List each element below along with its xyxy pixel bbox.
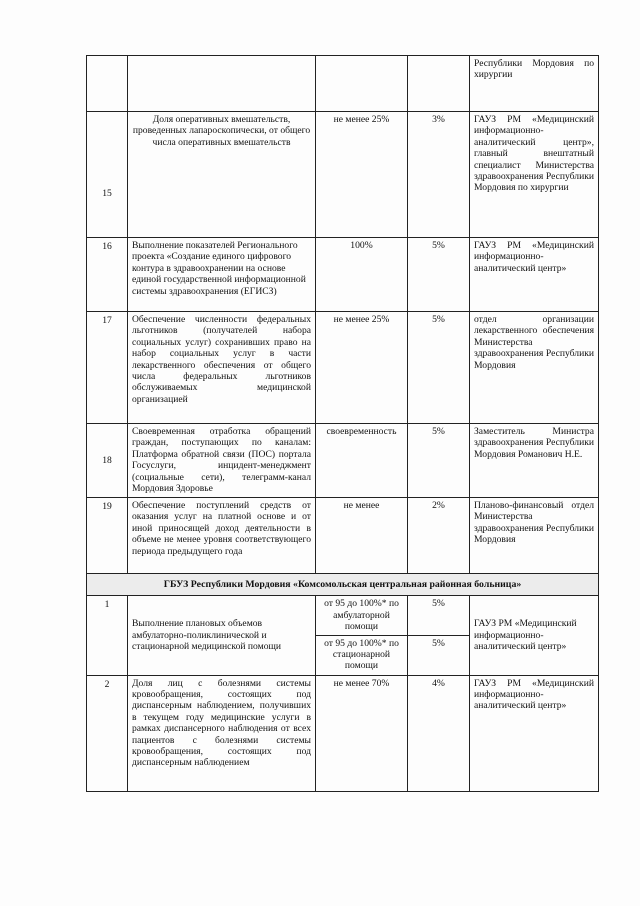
target-value: не менее <box>316 498 408 574</box>
target-value: 100% <box>316 238 408 312</box>
row-number: 15 <box>87 112 128 238</box>
target-value: не менее 25% <box>316 112 408 238</box>
responsible: ГАУЗ РМ «Медицинский информационно-аналитический центр» <box>470 238 599 312</box>
weight-percent: 3% <box>408 112 470 238</box>
row-number: 17 <box>87 312 128 424</box>
target-value: не менее 25% <box>316 312 408 424</box>
indicator-text: Обеспечение численности федеральных льготников (получателей набора социальных услуг) сохранивших право на набор социальных услуг в части лекарственного обеспечения от общего числа федеральных льготников обслуживаемых медицинской организацией <box>128 312 316 424</box>
responsible: Республики Мордовия по хирургии <box>470 56 599 112</box>
weight-percent: 5% <box>408 424 470 498</box>
indicator-text: Выполнение плановых объемов амбулаторно-поликлинической и стационарной медицинской помощи <box>128 596 316 675</box>
table-row <box>87 596 599 635</box>
target-value <box>316 56 408 112</box>
table-row <box>87 424 599 498</box>
table-row <box>87 675 599 791</box>
indicator-text: Своевременная отработка обращений граждан, поступающих по каналам: Платформа обратной связи (ПОС) портала Госуслуги, инцидент-менеджмент (социальные сети), телеграмм-канал Мордовия Здоровье <box>128 424 316 498</box>
indicator-text <box>128 56 316 112</box>
table-row <box>87 112 599 238</box>
target-value: своевременность <box>316 424 408 498</box>
weight-percent-inpatient: 5% <box>408 635 470 675</box>
indicators-table <box>86 55 599 792</box>
target-value-inpatient: от 95 до 100%* по стационарной помощи <box>316 635 408 675</box>
row-number: 19 <box>87 498 128 574</box>
table-row <box>87 498 599 574</box>
responsible: Планово-финансовый отдел Министерства здравоохранения Республики Мордовия <box>470 498 599 574</box>
indicator-text: Доля оперативных вмешательств, проведенных лапароскопически, от общего числа оперативных вмешательств <box>128 112 316 238</box>
weight-percent: 4% <box>408 675 470 791</box>
indicator-text: Выполнение показателей Регионального проекта «Создание единого цифрового контура в здравоохранении на основе единой государственной информационной системы здравоохранения (ЕГИСЗ) <box>128 238 316 312</box>
section-title: ГБУЗ Республики Мордовия «Комсомольская центральная районная больница» <box>87 574 599 596</box>
row-number: 2 <box>87 675 128 791</box>
responsible: отдел организации лекарственного обеспечения Министерства здравоохранения Республики Мордовия <box>470 312 599 424</box>
target-value: не менее 70% <box>316 675 408 791</box>
row-number: 18 <box>87 424 128 498</box>
table-row <box>87 56 599 112</box>
indicator-text: Доля лиц с болезнями системы кровообращения, состоящих под диспансерным наблюдением, получивших в текущем году медицинские услуги в рамках диспансерного наблюдения от всех пациентов с болезнями системы кровообращения, состоящих под диспансерным наблюдением <box>128 675 316 791</box>
weight-percent: 5% <box>408 238 470 312</box>
weight-percent: 5% <box>408 312 470 424</box>
row-number: 1 <box>87 596 128 675</box>
row-number: 16 <box>87 238 128 312</box>
responsible: Заместитель Министра здравоохранения Республики Мордовия Романович Н.Е. <box>470 424 599 498</box>
indicator-text: Обеспечение поступлений средств от оказания услуг на платной основе и от иной приносящей доход деятельности в объеме не менее уровня соответствующего периода предыдущего года <box>128 498 316 574</box>
weight-percent <box>408 56 470 112</box>
responsible: ГАУЗ РМ «Медицинский информационно-аналитический центр» <box>470 675 599 791</box>
target-value-ambulatory: от 95 до 100%* по амбулаторной помощи <box>316 596 408 635</box>
responsible: ГАУЗ РМ «Медицинский информационно-аналитический центр» <box>470 596 599 675</box>
table-row <box>87 312 599 424</box>
table-row <box>87 238 599 312</box>
section-header-row <box>87 574 599 596</box>
responsible: ГАУЗ РМ «Медицинский информационно-аналитический центр», главный внештатный специалист Министерства здравоохранения Республики Мордовия по хирургии <box>470 112 599 238</box>
weight-percent-ambulatory: 5% <box>408 596 470 635</box>
row-number <box>87 56 128 112</box>
weight-percent: 2% <box>408 498 470 574</box>
